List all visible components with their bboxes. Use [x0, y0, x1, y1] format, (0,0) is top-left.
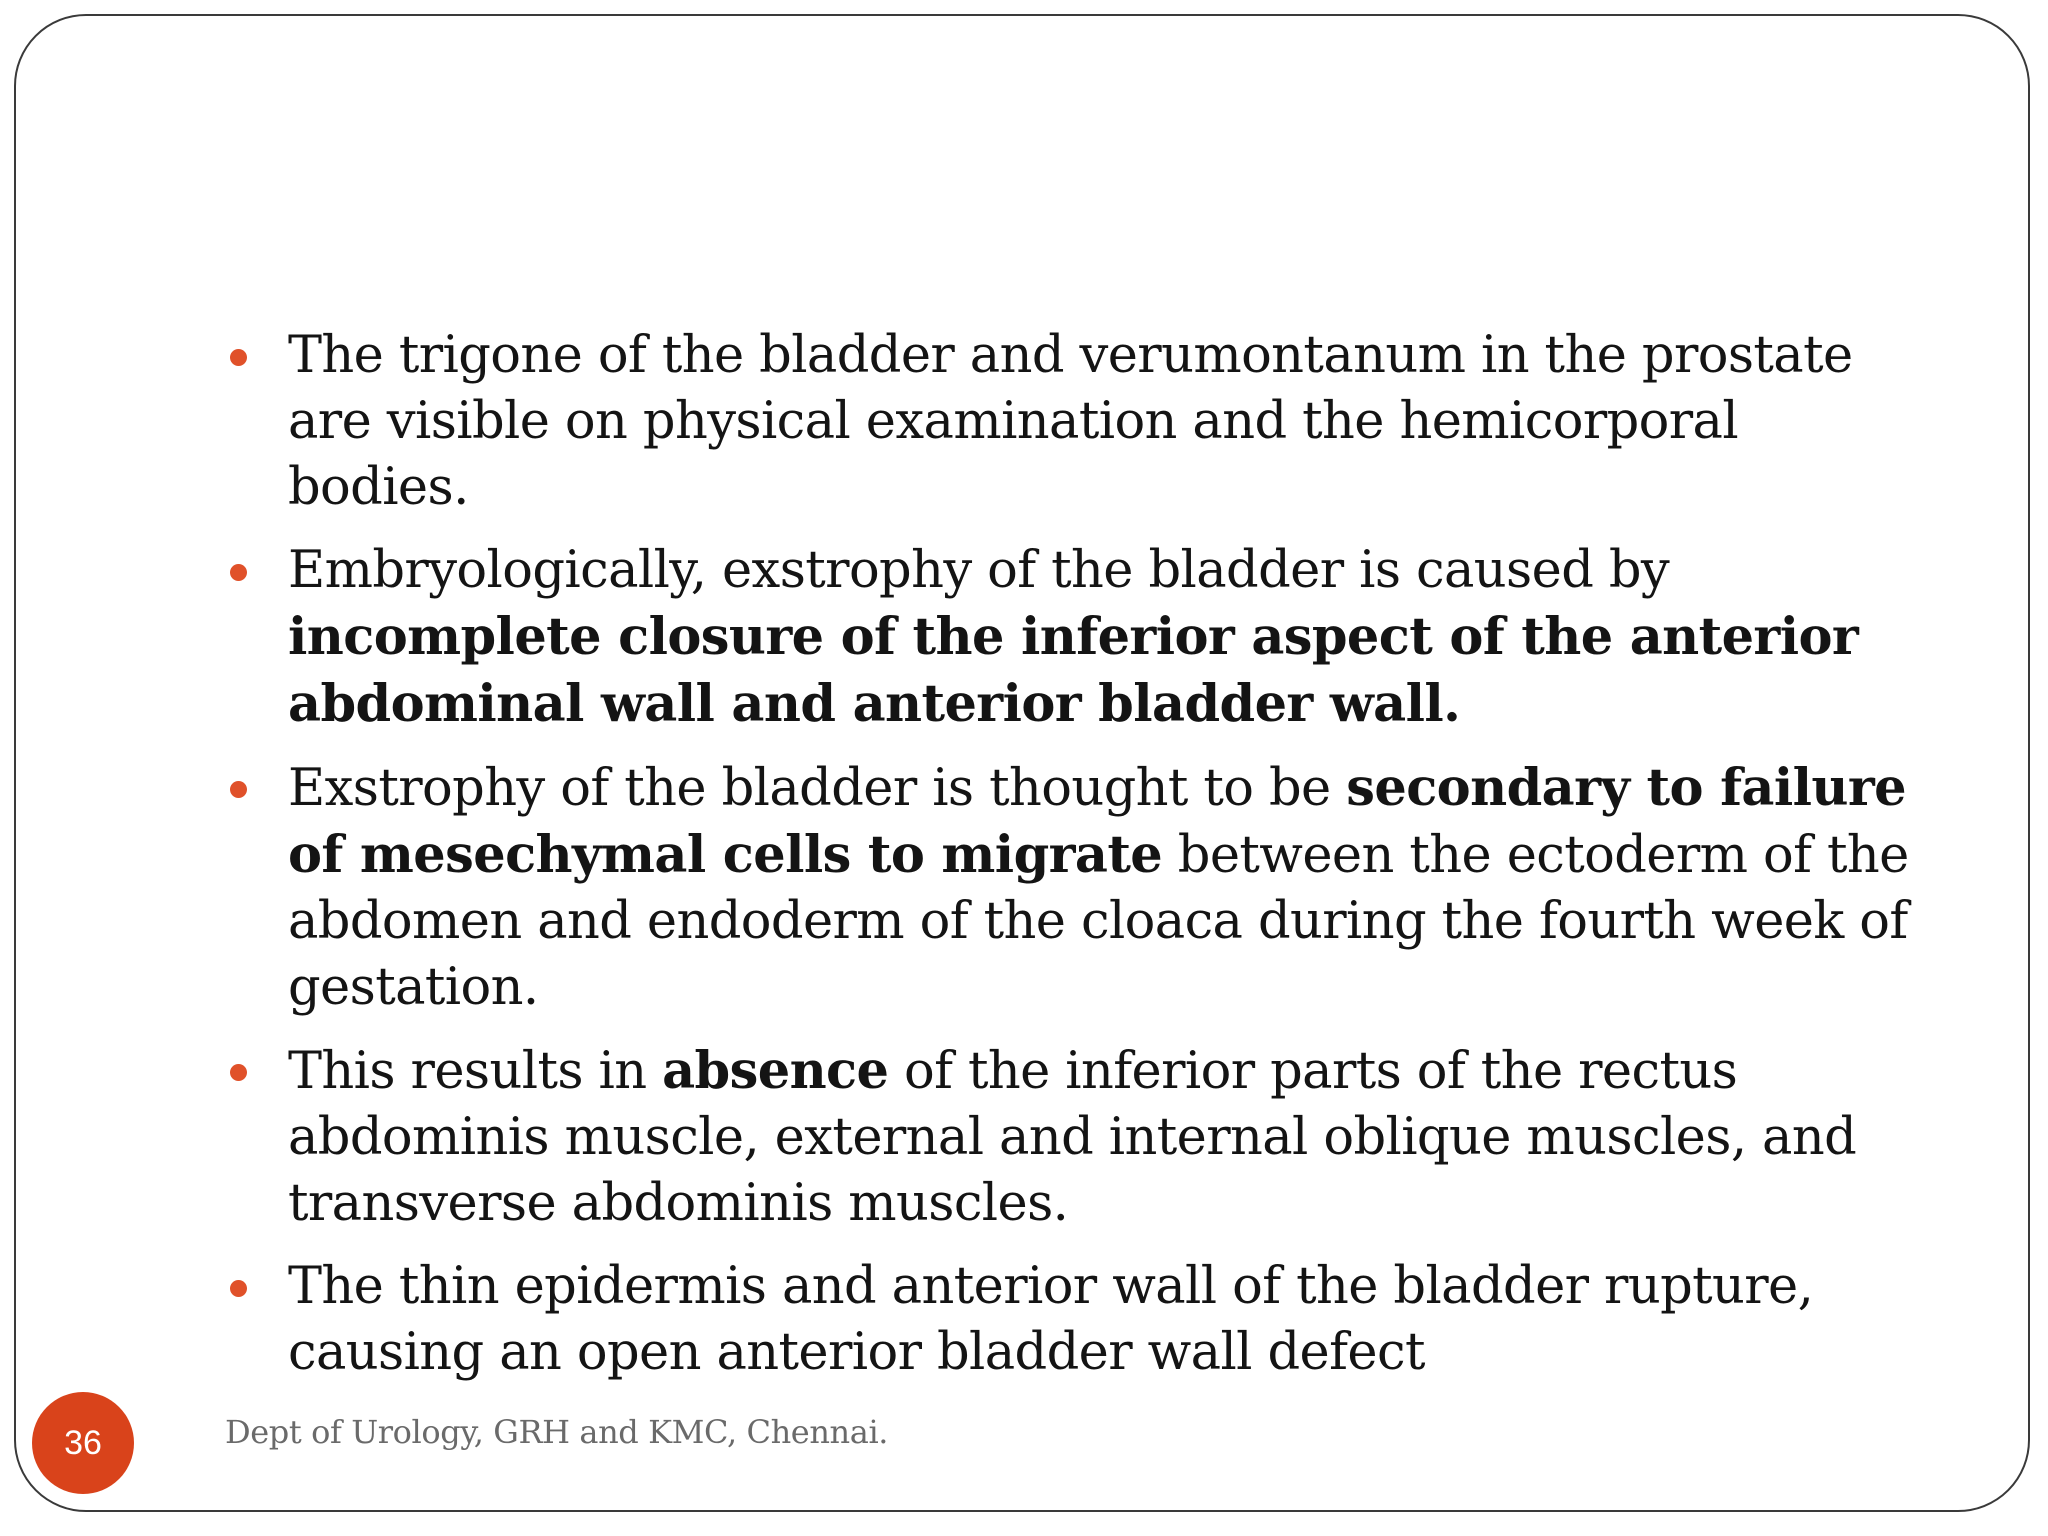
page-number-badge — [32, 1392, 134, 1494]
bullet-item-3 — [220, 755, 1920, 1021]
bullet-4-text-part-1: This results in — [288, 1042, 663, 1101]
slide-content — [220, 323, 1920, 1403]
bullet-item-4 — [220, 1038, 1920, 1237]
bullet-4-bold-text: absence — [662, 1041, 889, 1101]
bullet-3-text-part-2: between the ectoderm of the abdomen and endoderm of the cloaca during the fourth week of gestation. — [288, 826, 1909, 1017]
bullet-dot-icon — [230, 1280, 247, 1297]
bullet-item-5 — [220, 1254, 1920, 1386]
bullet-dot-icon — [230, 349, 247, 366]
bullet-item-2 — [220, 538, 1920, 738]
bullet-1-text: The trigone of the bladder and verumontanum in the prostate are visible on physical examination and the hemicorporal bodies. — [288, 326, 1853, 517]
bullet-2-bold-text: incomplete closure of the inferior aspect of the anterior abdominal wall and anterior bladder wall. — [288, 607, 1859, 734]
footer-text: Dept of Urology, GRH and KMC, Chennai. — [225, 1413, 889, 1451]
bullet-dot-icon — [230, 781, 247, 798]
bullet-3-text-part-1: Exstrophy of the bladder is thought to be — [288, 759, 1347, 818]
bullet-5-text: The thin epidermis and anterior wall of the bladder rupture, causing an open anterior bladder wall defect — [288, 1257, 1814, 1382]
bullet-dot-icon — [230, 564, 247, 581]
page-number: 36 — [64, 1423, 102, 1462]
bullet-3-bold-text: secondary to failure of mesechymal cells to migrate — [288, 758, 1906, 885]
bullet-list — [220, 323, 1920, 1386]
bullet-2-text-part-1: Embryologically, exstrophy of the bladder is caused by — [288, 541, 1670, 600]
bullet-item-1 — [220, 323, 1920, 521]
bullet-dot-icon — [230, 1064, 247, 1081]
bullet-4-text-part-2: of the inferior parts of the rectus abdominis muscle, external and internal oblique muscles, and transverse abdominis muscles. — [288, 1042, 1857, 1233]
